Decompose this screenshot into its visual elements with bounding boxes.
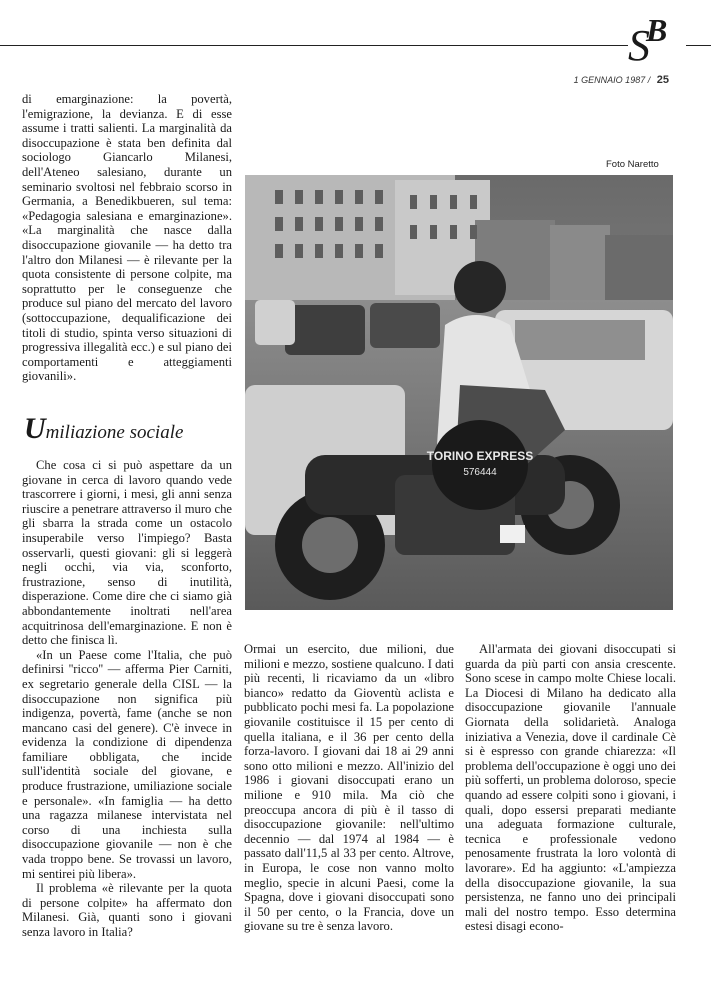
issue-date: 1 GENNAIO 1987 [573, 75, 646, 85]
show-through-area [245, 92, 673, 162]
section-heading-initial: U [24, 412, 46, 445]
article-photo [245, 175, 673, 610]
header-rule [0, 45, 628, 46]
article-column-3 [465, 642, 676, 934]
paragraph: All'armata dei giovani disoccupati si guarda da più parti con ansia crescente. Sono scese in campo molte Chiese locali. La Diocesi di Milano ha dedicato alla disoccupazione giovanile l'annuale Giornata della solidarietà. Analoga iniziativa a Venezia, dove il cardinale Cè si è espresso con grande chiarezza: «Il problema dell'occupazione è oggi uno dei più sofferti, un problema doloroso, specie quando ad essere colpiti sono i giovani, i quali, dopo essersi preparati mediante una adeguata formazione culturale, tecnica e professionale vedono penosamente frustrata la loro volontà di lavorare». Ed ha aggiunto: «L'ampiezza della disoccupazione giovanile, la sua persistenza, ne fanno uno dei principali mali del nostro tempo. Esso determina estesi disagi econo- [465, 642, 676, 934]
paragraph: di emarginazione: la povertà, l'emigrazione, la devianza. E di esse assume i tratti salienti. La marginalità da disoccupazione è stata ben definita dal sociologo Giancarlo Milanesi, dell'Ateneo salesiano, durante un seminario svoltosi nel febbraio scorso in Germania, a Benedikbueren, sul tema: «Pedagogia salesiana e emarginazione». «La marginalità che nasce dalla disoccupazione giovanile — ha detto tra l'altro don Milanesi — è rilevante per la quota consistente di persone colpite, ma soprattutto per le conseguenze che produce sul piano del mercato del lavoro (sottoccupazione, dequalificazione dei titoli di studio, spinta verso situazioni di progressiva illegalità ecc.) e sul piano dei comportamenti e atteggiamenti giovanili». [22, 92, 232, 384]
article-column-1-bottom [22, 458, 232, 940]
photo-credit: Foto Naretto [606, 159, 659, 170]
bag-text: TORINO EXPRESS [426, 449, 534, 463]
paragraph: Che cosa ci si può aspettare da un giovane in cerca di lavoro quando vede trascorrere i giorni, i mesi, gli anni senza riuscire a penetrare attraverso il muro che gli sbarra la strada come un ostacolo insuperabile verso l'impiego? Basta osservarli, questi giovani: gli si leggerà negli occhi, via via, sconforto, frustrazione, senso di inutilità, disperazione. Come dire che ci siamo già abbondantemente inoltrati nell'area acquitrinosa dell'emarginazione. E non è detto che finisca lì. [22, 458, 232, 648]
section-heading-rest: miliazione sociale [45, 422, 184, 443]
paragraph: Ormai un esercito, due milioni, due milioni e mezzo, sostiene qualcuno. I dati più recenti, li ricaviamo da un «libro bianco» redatto da Gioventù aclista e pubblicato pochi mesi fa. La popolazione giovanile costituisce il 15 per cento di quella italiana, e il 36 per cento della forza-lavoro. I giovani dai 18 ai 29 anni sono otto milioni e mezzo. All'inizio del 1986 i giovani disoccupati erano un milione e 910 mila. Ma ciò che preoccupa ancora di più è il tasso di disoccupazione giovanile: nell'ultimo decennio — dal 1974 al 1984 — è passato dall'11,5 al 33 per cento. Altrove, in Europa, le cose non vanno molto meglio, specie in alcuni Paesi, come la Spagna, dove i giovani disoccupati sono il 50 per cento, o la Francia, dove un giovane su tre è senza lavoro. [244, 642, 454, 934]
paragraph: Il problema «è rilevante per la quota di persone colpite» ha affermato don Milanesi. Già, quanti sono i giovani senza lavoro in Italia? [22, 881, 232, 939]
bag-number: 576444 [463, 467, 497, 478]
photo-illustration [245, 175, 673, 610]
paragraph: «In un Paese come l'Italia, che può definirsi ''ricco'' — afferma Pier Carniti, ex segretario generale della CISL — la disoccupazione non significa più indigenza, povertà, fame (anche se non mancano casi del genere). C'è invece in evidenza la condizione di dipendenza familiare obbligata, che incide sull'identità sociale del giovane, e produce frustrazione, umiliazione sociale e personale». «In famiglia — ha detto una ragazza milanese intervistata nel corso di una inchiesta sulla disoccupazione giovanile — non è che vada troppo bene. Se trovassi un lavoro, mi sentirei più libera». [22, 647, 232, 881]
header-rule-right [686, 45, 711, 46]
section-heading [24, 412, 183, 446]
dateline: 1 GENNAIO 1987 / 25 [573, 74, 669, 86]
page-number: 25 [656, 74, 669, 86]
article-column-2 [244, 642, 454, 934]
article-column-1-top [22, 92, 232, 384]
